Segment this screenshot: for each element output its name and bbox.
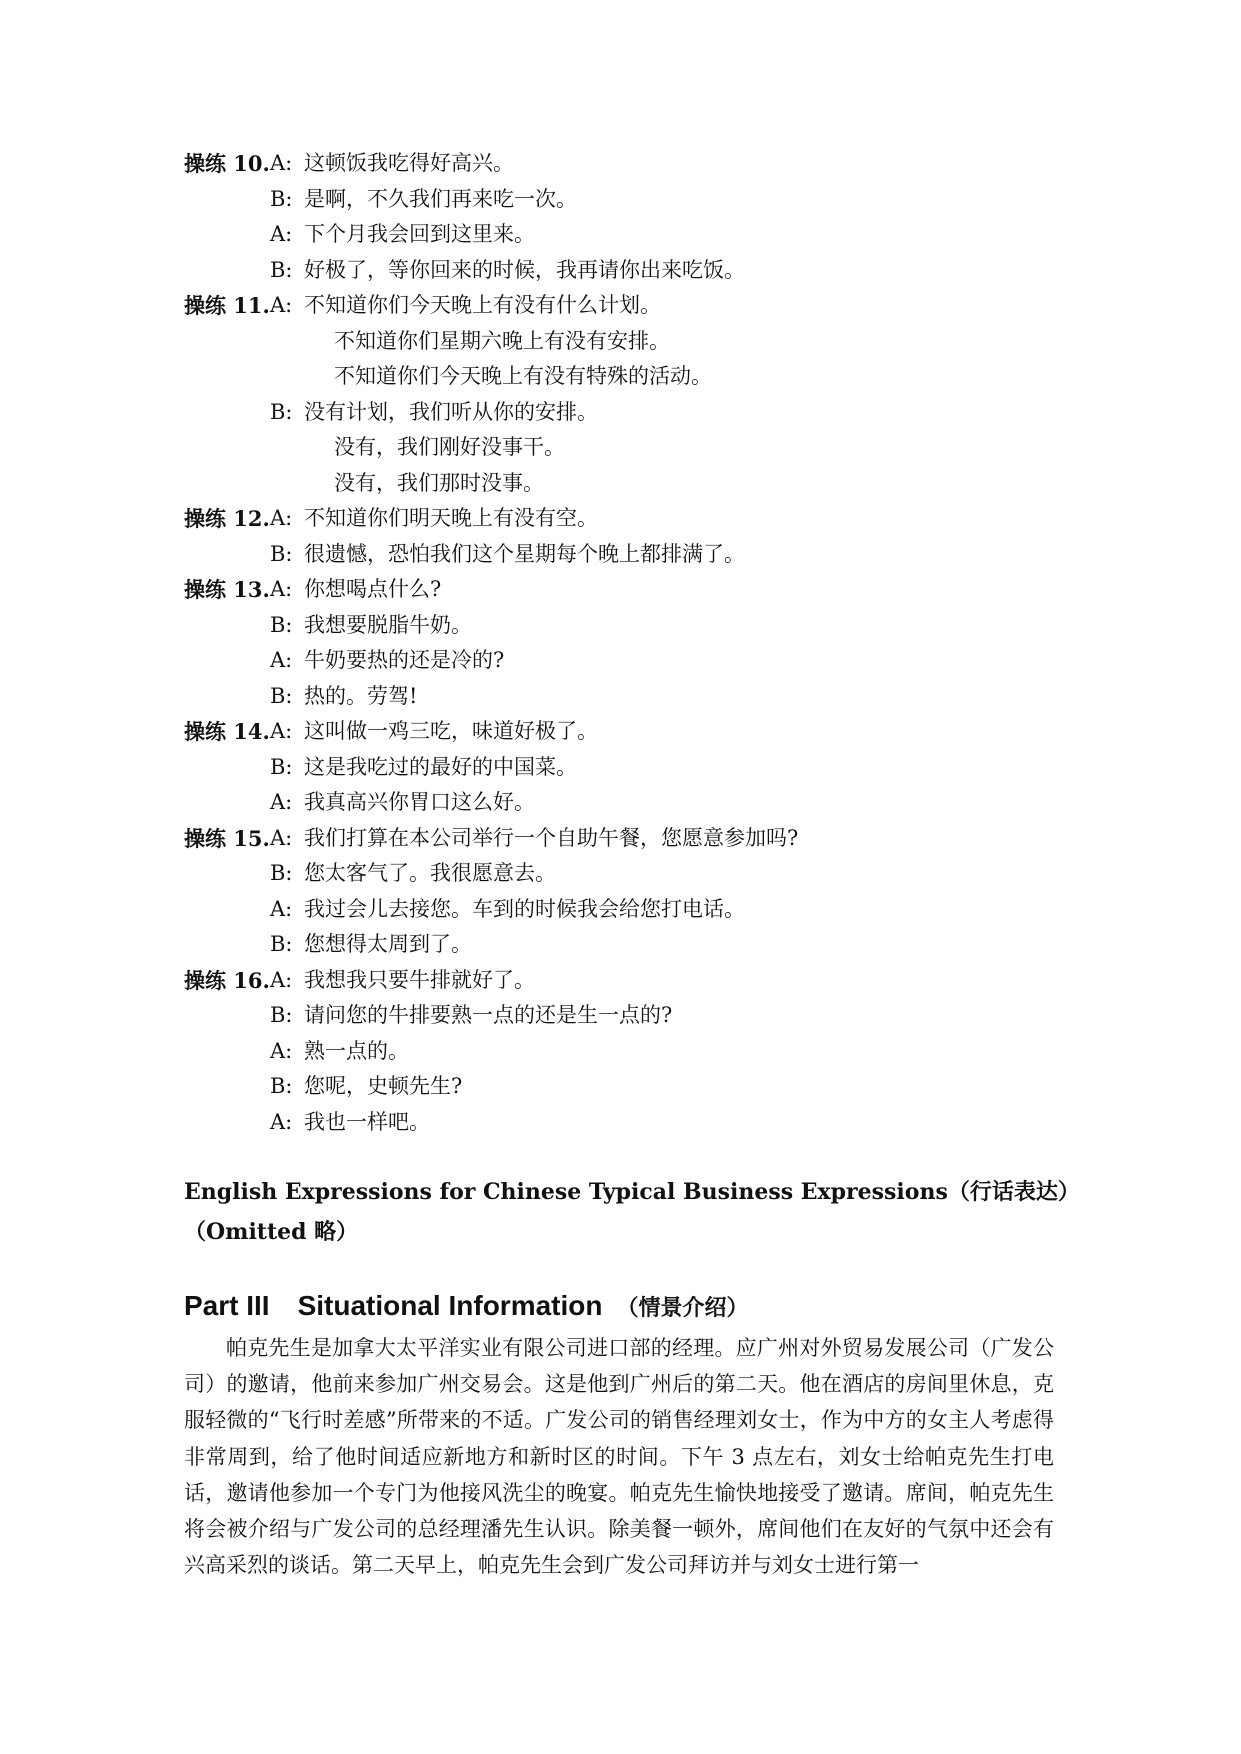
speaker-label: A: [270,1109,293,1134]
drill-text: 没有，我们刚好没事干。 [334,435,565,459]
drill-line [184,146,1084,182]
drill-line [184,395,1084,431]
speaker-label: A: [270,151,293,175]
drill-line [184,785,1084,821]
drill-text: 没有计划，我们听从你的安排。 [304,399,598,424]
speaker-label: A: [270,648,293,672]
part-title: Part III Situational Information [184,1290,603,1321]
drill-text: 这顿饭我吃得好高兴。 [304,151,514,175]
drill-line [184,537,1084,573]
speaker-label: B: [270,186,293,211]
drill-line [184,714,1084,750]
drill-line [184,998,1084,1034]
drill-line [184,359,1084,395]
drill-list [184,146,1084,1140]
speaker-label: B: [270,257,293,282]
drill-text: 我们打算在本公司举行一个自助午餐，您愿意参加吗? [304,825,799,850]
drill-label: 操练 10. [184,151,270,176]
drill-line [184,324,1084,360]
drill-text: 熟一点的。 [304,1038,409,1063]
expressions-heading [184,1172,1084,1252]
drill-text: 热的。劳驾! [304,683,418,708]
drill-text: 是啊，不久我们再来吃一次。 [304,186,577,211]
speaker-label: A: [270,896,293,921]
drill-label: 操练 12. [184,506,270,531]
drill-text: 不知道你们今天晚上有没有什么计划。 [304,293,661,317]
speaker-label: A: [270,577,293,601]
drill-line [184,217,1084,253]
drill-line [184,1105,1084,1141]
drill-line [184,679,1084,715]
drill-line [184,750,1084,786]
drill-text: 我想要脱脂牛奶。 [304,612,472,637]
speaker-label: A: [270,506,293,530]
drill-line [184,288,1084,324]
drill-text: 您想得太周到了。 [304,932,472,956]
drill-line [184,182,1084,218]
expressions-title: English Expressions for Chinese Typical Business Expressions（行话表达） [184,1179,1080,1205]
speaker-label: B: [270,683,293,708]
expressions-omitted-note: （Omitted 略） [184,1219,359,1245]
speaker-label: B: [270,612,293,637]
drill-line [184,430,1084,466]
speaker-label: A: [270,967,293,992]
drill-text: 不知道你们星期六晚上有没有安排。 [334,328,670,353]
speaker-label: A: [270,719,293,743]
situation-paragraph: 帕克先生是加拿大太平洋实业有限公司进口部的经理。应广州对外贸易发展公司（广发公司）的邀请，他前来参加广州交易会。这是他到广州后的第二天。他在酒店的房间里休息，克服轻微的“飞行时差感”所带来的不适。广发公司的销售经理刘女士，作为中方的女主人考虑得非常周到，给了他时间适应新地方和新时区的时间。下午 3 点左右，刘女士给帕克先生打电话，邀请他参加一个专门为他接风洗尘的晚宴。帕克先生愉快地接受了邀请。席间，帕克先生将会被介绍与广发公司的总经理潘先生认识。除美餐一顿外，席间他们在友好的气氛中还会有兴高采烈的谈话。第二天早上，帕克先生会到广发公司拜访并与刘女士进行第一 [184,1336,1054,1578]
drill-line [184,821,1084,857]
drill-text: 不知道你们明天晚上有没有空。 [304,506,598,530]
drill-text: 很遗憾，恐怕我们这个星期每个晚上都排满了。 [304,541,745,566]
drill-text: 你想喝点什么? [304,577,442,601]
speaker-label: B: [270,861,293,885]
drill-text: 请问您的牛排要熟一点的还是生一点的? [304,1003,673,1027]
drill-line [184,963,1084,999]
drill-text: 您太客气了。我很愿意去。 [304,861,556,885]
drill-label: 操练 13. [184,577,270,602]
drill-line [184,253,1084,289]
drill-text: 您呢，史顿先生? [304,1074,463,1098]
speaker-label: A: [270,1038,293,1063]
drill-text: 没有，我们那时没事。 [334,470,544,495]
speaker-label: A: [270,222,293,246]
drill-text: 不知道你们今天晚上有没有特殊的活动。 [334,364,712,388]
drill-line [184,643,1084,679]
drill-line [184,1034,1084,1070]
drill-text: 牛奶要热的还是冷的? [304,648,505,672]
drill-line [184,608,1084,644]
drill-text: 我过会儿去接您。车到的时候我会给您打电话。 [304,896,745,921]
speaker-label: B: [270,932,293,956]
speaker-label: B: [270,399,293,424]
speaker-label: B: [270,1003,293,1027]
drill-text: 下个月我会回到这里来。 [304,222,535,246]
speaker-label: A: [270,825,293,850]
part-subtitle: （情景介绍） [616,1295,749,1321]
drill-label: 操练 15. [184,825,270,851]
speaker-label: B: [270,754,293,779]
drill-text: 这是我吃过的最好的中国菜。 [304,754,577,779]
drill-text: 好极了，等你回来的时候，我再请你出来吃饭。 [304,257,745,282]
drill-line [184,927,1084,963]
drill-line [184,1069,1084,1105]
drill-line [184,856,1084,892]
drill-label: 操练 11. [184,293,270,318]
drill-label: 操练 16. [184,967,270,993]
drill-line [184,466,1084,502]
drill-text: 我真高兴你胃口这么好。 [304,790,535,814]
speaker-label: B: [270,541,293,566]
speaker-label: A: [270,790,293,814]
drill-line [184,892,1084,928]
drill-text: 这叫做一鸡三吃，味道好极了。 [304,719,598,743]
drill-text: 我想我只要牛排就好了。 [304,967,535,992]
part-heading [184,1286,1084,1330]
drill-line [184,572,1084,608]
speaker-label: A: [270,293,293,317]
drill-label: 操练 14. [184,719,270,744]
drill-line [184,501,1084,537]
speaker-label: B: [270,1074,293,1098]
drill-text: 我也一样吧。 [304,1109,430,1134]
